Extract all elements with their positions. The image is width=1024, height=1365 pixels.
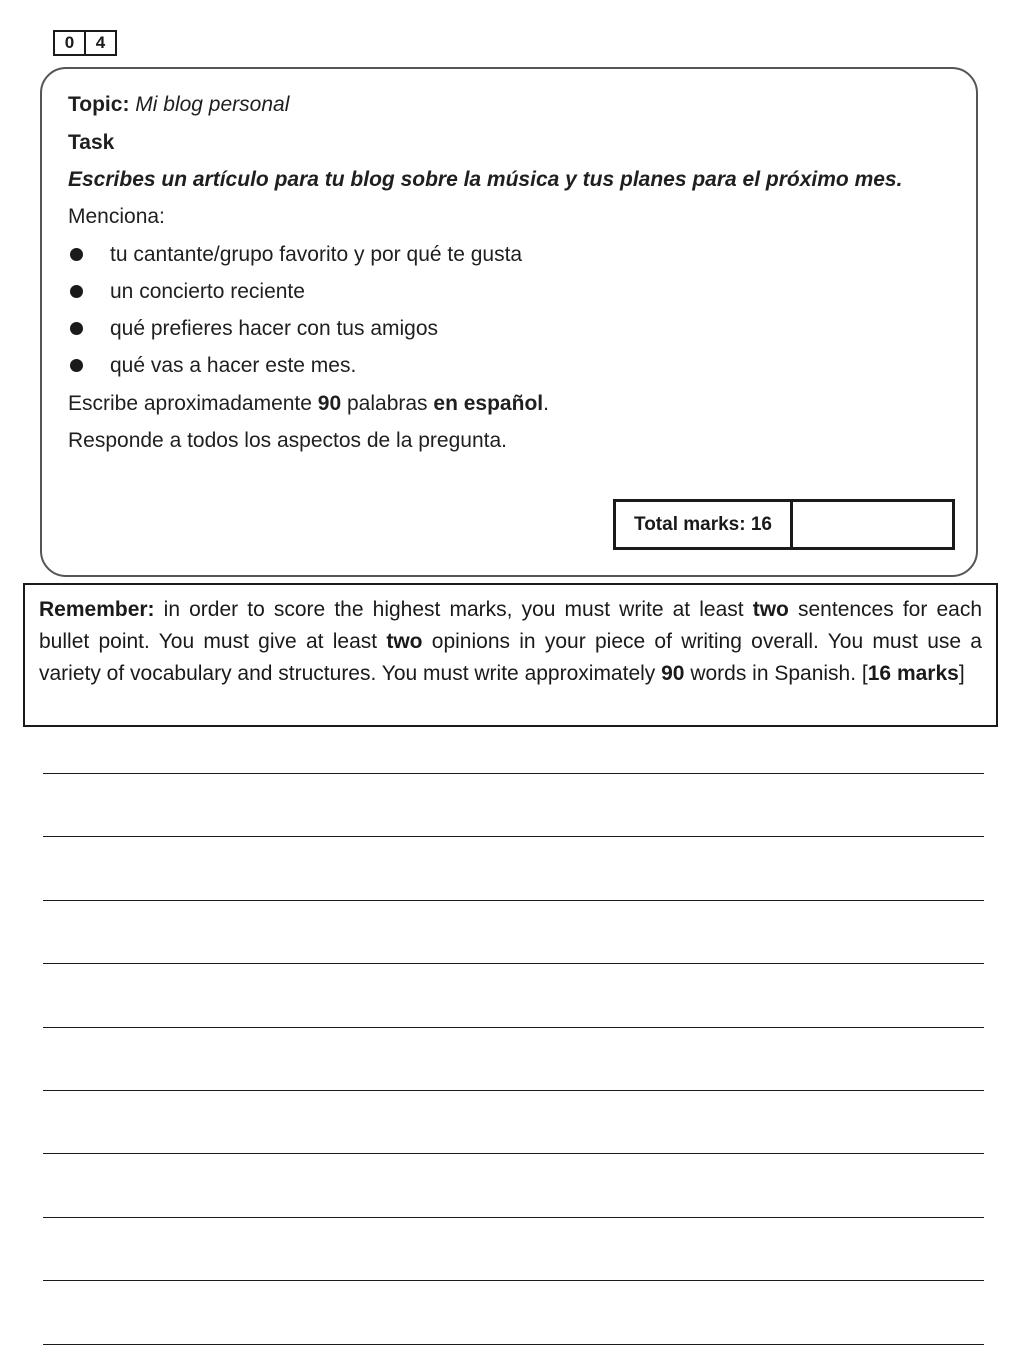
answer-line[interactable] <box>43 1217 984 1218</box>
bullet-icon <box>70 359 83 372</box>
reminder-emphasis: two <box>752 598 789 621</box>
mention-label: Menciona: <box>68 205 165 228</box>
reminder-emphasis: two <box>386 630 423 653</box>
question-number-digit: 4 <box>84 32 115 54</box>
topic-label: Topic: <box>68 93 130 116</box>
task-label: Task <box>68 131 115 154</box>
reminder-text: words in Spanish. [ <box>684 662 868 685</box>
question-number <box>53 30 117 56</box>
total-marks-box <box>613 499 955 550</box>
word-count-line <box>68 391 549 417</box>
reminder-text: in order to score the highest marks, you must write at least <box>154 598 753 621</box>
task-instruction-text: Escribes un artículo para tu blog sobre la música y tus planes para el próximo mes. <box>68 168 903 191</box>
task-instruction <box>68 167 902 193</box>
bullet-item: un concierto reciente <box>110 280 305 303</box>
answer-line[interactable] <box>43 1027 984 1028</box>
bullet-item: tu cantante/grupo favorito y por qué te gusta <box>110 243 523 266</box>
word-count-suffix: . <box>543 392 549 415</box>
word-count-number: 90 <box>317 392 342 415</box>
respond-all-line: Responde a todos los aspectos de la pregunta. <box>68 429 507 452</box>
reminder-box <box>23 583 998 727</box>
bullet-icon <box>70 285 83 298</box>
answer-line[interactable] <box>43 773 984 774</box>
answer-line[interactable] <box>43 963 984 964</box>
reminder-text: sentences for each bullet point. You must give at least <box>39 598 983 653</box>
reminder-label: Remember: <box>39 598 155 621</box>
bullet-item: qué prefieres hacer con tus amigos <box>110 317 439 340</box>
word-count-language: en español <box>433 392 544 415</box>
answer-line[interactable] <box>43 1280 984 1281</box>
question-number-digit: 0 <box>64 33 75 52</box>
reminder-text: ] <box>958 662 965 685</box>
answer-line[interactable] <box>43 1344 984 1345</box>
answer-line[interactable] <box>43 1153 984 1154</box>
task-heading <box>68 130 114 156</box>
answer-line[interactable] <box>43 1090 984 1091</box>
total-marks-label: Total marks: 16 <box>616 502 793 547</box>
bullet-icon <box>70 322 83 335</box>
topic-value: Mi blog personal <box>135 93 290 116</box>
answer-line[interactable] <box>43 836 984 837</box>
reminder-emphasis: 90 <box>661 662 685 685</box>
reminder-text: opinions in your piece of writing overall. You must use a variety of vocabulary and structures. You must write approximately <box>39 630 982 685</box>
bullet-item: qué vas a hacer este mes. <box>110 354 357 377</box>
word-count-prefix: Escribe aproximadamente <box>68 392 312 415</box>
topic-line <box>68 92 289 118</box>
reminder-emphasis: 16 marks <box>867 662 959 685</box>
examiner-marks-field <box>793 502 952 547</box>
task-card <box>40 67 978 577</box>
word-count-middle: palabras <box>347 392 428 415</box>
answer-line[interactable] <box>43 900 984 901</box>
bullet-icon <box>70 248 83 261</box>
